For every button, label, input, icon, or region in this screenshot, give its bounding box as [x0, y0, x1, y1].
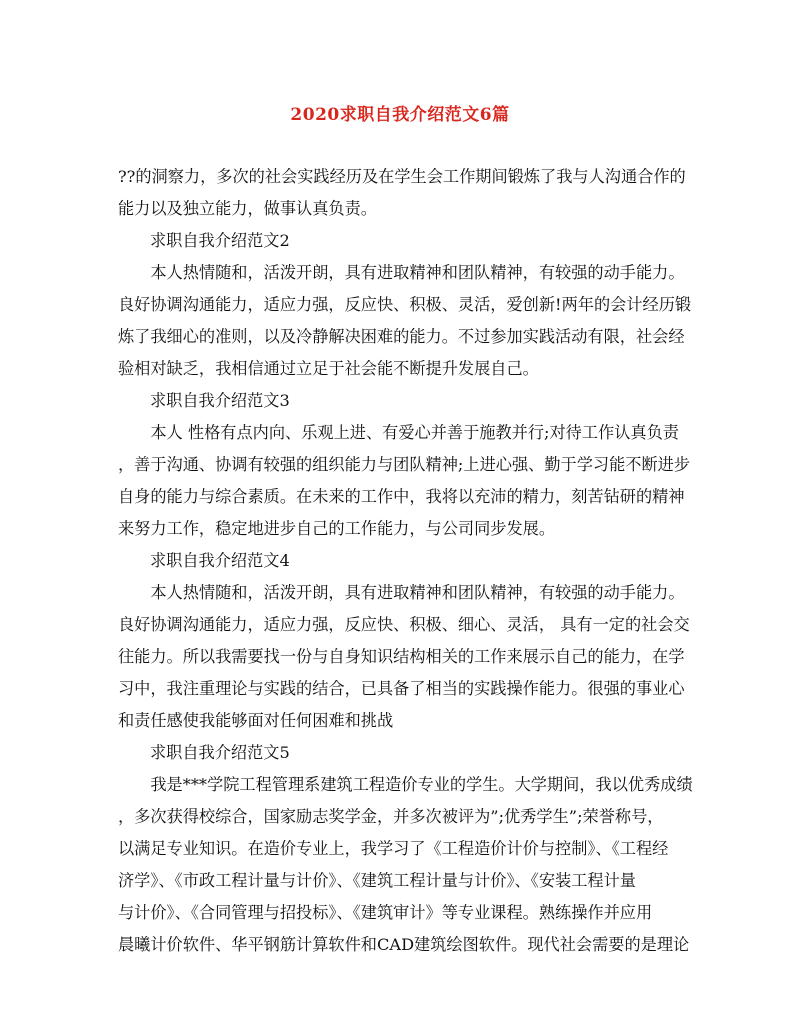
- paragraph-line: 验相对缺乏，我相信通过立足于社会能不断提升发展自己。: [118, 359, 539, 378]
- paragraph-line: 与计价》、《合同管理与招投标》、《建筑审计》等专业课程。熟练操作并应用: [118, 903, 653, 922]
- paragraph-line: 本人热情随和，活泼开朗，具有进取精神和团队精神，有较强的动手能力。: [118, 263, 685, 282]
- section-heading: 求职自我介绍范文3: [150, 391, 290, 410]
- paragraph-line: 自身的能力与综合素质。在未来的工作中，我将以充沛的精力，刻苦钻研的精神: [118, 487, 685, 506]
- paragraph-line: 往能力。所以我需要找一份与自身知识结构相关的工作来展示自己的能力，在学: [118, 647, 685, 666]
- section-heading: 求职自我介绍范文2: [150, 231, 290, 250]
- paragraph-line: 来努力工作，稳定地进步自己的工作能力，与公司同步发展。: [118, 519, 556, 538]
- paragraph-line: 和责任感使我能够面对任何困难和挑战: [118, 711, 394, 730]
- paragraph-line: ，善于沟通、协调有较强的组织能力与团队精神;上进心强、勤于学习能不断进步: [118, 455, 691, 474]
- paragraph-line: 本人 性格有点内向、乐观上进、有爱心并善于施教并行;对待工作认真负责: [118, 423, 679, 442]
- paragraph-line: 习中，我注重理论与实践的结合，已具备了相当的实践操作能力。很强的事业心: [118, 679, 685, 698]
- paragraph-line: 良好协调沟通能力，适应力强，反应快、积极、细心、灵活， 具有一定的社会交: [118, 615, 690, 634]
- paragraph-line: 我是***学院工程管理系建筑工程造价专业的学生。大学期间，我以优秀成绩: [118, 775, 693, 794]
- paragraph-line: 炼了我细心的准则，以及冷静解决困难的能力。不过参加实践活动有限，社会经: [118, 327, 685, 346]
- paragraph-line: 能力以及独立能力，做事认真负责。: [118, 199, 377, 218]
- section-heading: 求职自我介绍范文5: [150, 743, 290, 762]
- section-heading: 求职自我介绍范文4: [150, 551, 290, 570]
- paragraph-line: 本人热情随和，活泼开朗，具有进取精神和团队精神，有较强的动手能力。: [118, 583, 685, 602]
- document-title: 2020求职自我介绍范文6篇: [290, 105, 510, 125]
- paragraph-line: ，多次获得校综合，国家励志奖学金，并多次被评为”;优秀学生”;荣誉称号，: [118, 807, 664, 826]
- paragraph-line: 济学》、《市政工程计量与计价》、《建筑工程计量与计价》、《安装工程计量: [118, 871, 636, 890]
- paragraph-line: 良好协调沟通能力，适应力强，反应快、积极、灵活，爱创新!两年的会计经历锻: [118, 295, 692, 314]
- paragraph-line: 以满足专业知识。在造价专业上，我学习了《工程造价计价与控制》、《工程经: [118, 839, 669, 858]
- paragraph-line: 晨曦计价软件、华平钢筋计算软件和CAD建筑绘图软件。现代社会需要的是理论: [118, 935, 690, 954]
- paragraph-line: ??的洞察力，多次的社会实践经历及在学生会工作期间锻炼了我与人沟通合作的: [118, 167, 686, 186]
